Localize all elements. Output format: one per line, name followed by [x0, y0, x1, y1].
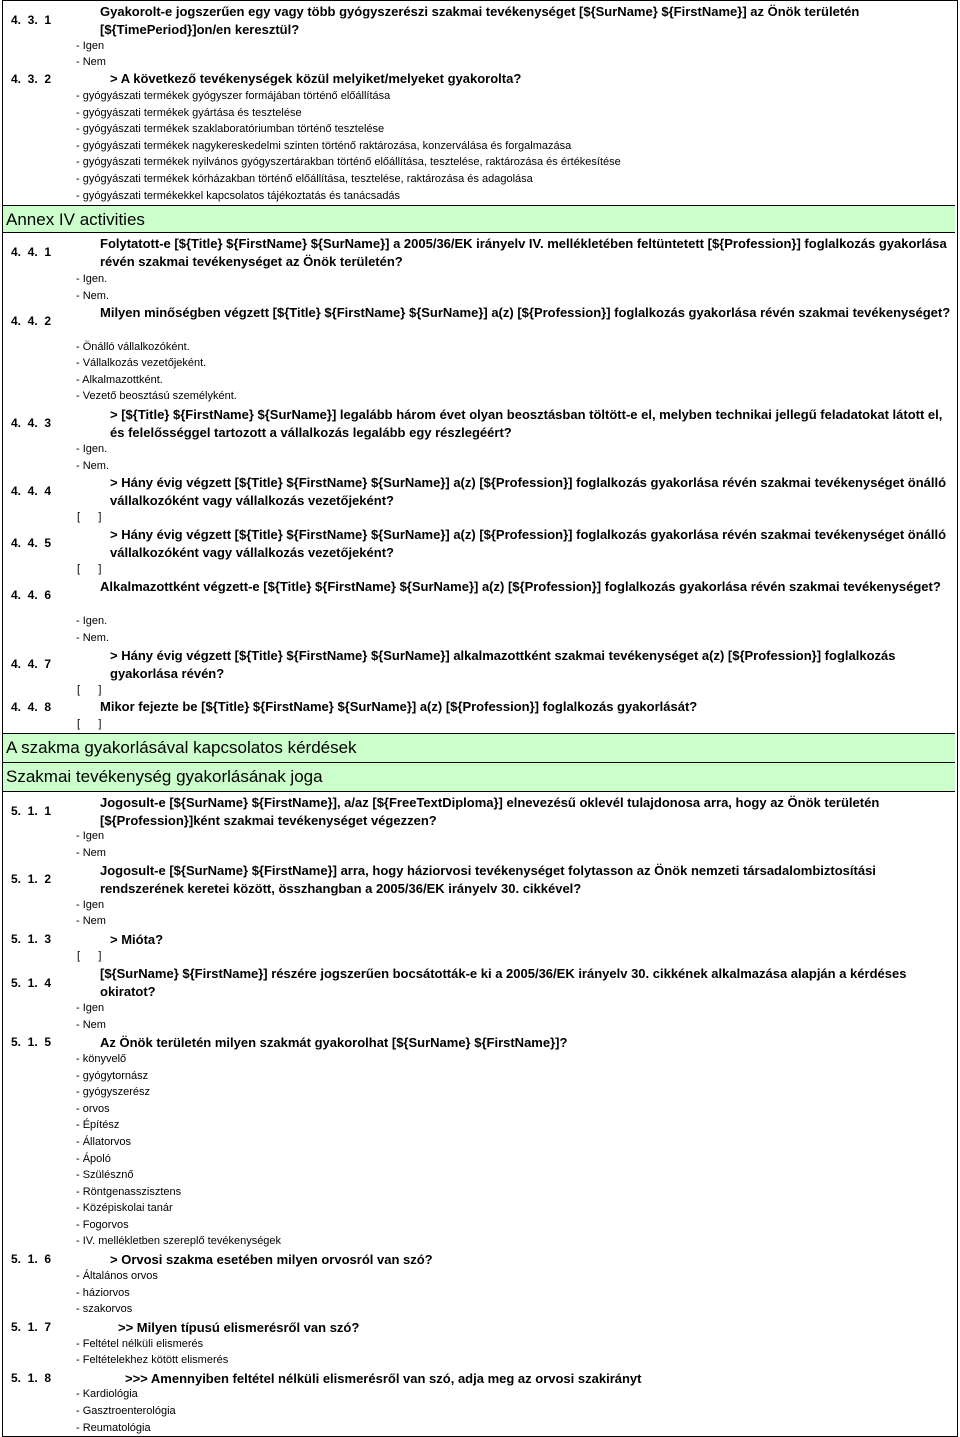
item-number: 4. 3. 2	[11, 72, 52, 86]
item-number: 4. 4. 6	[11, 588, 52, 602]
option-item[interactable]: - Feltételekhez kötött elismerés	[76, 1354, 229, 1366]
question-text: Jogosult-e [${SurName} ${FirstName}] arra, hogy háziorvosi tevékenységet folytasson az Önök nemzeti társadalombiztosítási rendszerének keretei között, összhangban a 2005/36/EK irányelv 30. cikkével?	[100, 863, 876, 896]
item-number: 5. 1. 7	[11, 1320, 52, 1334]
option-item[interactable]: - orvos	[76, 1103, 110, 1115]
answer-field[interactable]: [ ]	[77, 950, 102, 962]
option-item[interactable]: - Középiskolai tanár	[76, 1202, 173, 1214]
option-item[interactable]: - gyógyszerész	[76, 1086, 150, 1098]
option-item[interactable]: - Fogorvos	[76, 1219, 129, 1231]
item-number: 5. 1. 5	[11, 1035, 52, 1049]
option-item[interactable]: - Kardiológia	[76, 1388, 138, 1400]
question-text: Mikor fejezte be [${Title} ${FirstName} ${SurName}] a(z) [${Profession}] foglalkozás gyakorlását?	[100, 699, 698, 714]
option-igen[interactable]: - Igen	[76, 40, 105, 52]
question-text: Folytatott-e [${Title} ${FirstName} ${SurName}] a 2005/36/EK irányelv IV. mellékletében feltüntetett [${Profession}] foglalkozás gyakorlása révén szakmai tevékenységet az Önök területén?	[100, 236, 947, 269]
option-nem[interactable]: - Nem	[76, 915, 106, 927]
item-number: 4. 4. 7	[11, 657, 52, 671]
item-number: 5. 1. 2	[11, 872, 52, 886]
section-heading-szakma: A szakma gyakorlásával kapcsolatos kérdések	[3, 733, 955, 763]
option-item[interactable]: - gyógyászati termékek gyártása és tesztelése	[76, 107, 302, 119]
option-igen[interactable]: - Igen.	[76, 443, 108, 455]
option-item[interactable]: - Röntgenasszisztens	[76, 1186, 182, 1198]
question-text: Jogosult-e [${SurName} ${FirstName}], a/az [${FreeTextDiploma}] elnevezésű oklevél tulajdonosa arra, hogy az Önök területén [${Profession}]ként szakmai tevékenységet végezzen?	[100, 795, 880, 828]
answer-field[interactable]: [ ]	[77, 563, 102, 575]
option-item[interactable]: - gyógyászati termékek kórházakban történő előállítása, tesztelése, raktározása és adagolása	[76, 173, 533, 185]
section-heading-jog: Szakmai tevékenység gyakorlásának joga	[3, 763, 955, 792]
item-number: 5. 1. 3	[11, 932, 52, 946]
answer-field[interactable]: [ ]	[77, 718, 102, 730]
item-number: 4. 4. 2	[11, 314, 52, 328]
section-heading-annex: Annex IV activities	[3, 205, 955, 233]
item-number: 4. 4. 1	[11, 245, 52, 259]
option-item[interactable]: - gyógyászati termékek nagykereskedelmi szinten történő raktározása, konzerválása és forgalmazása	[76, 140, 572, 152]
question-text: Gyakorolt-e jogszerűen egy vagy több gyógyszerészi szakmai tevékenységet [${SurName} ${FirstName}] az Önök területén [${TimePeriod}]on/en keresztül?	[100, 4, 860, 37]
question-text: > [${Title} ${FirstName} ${SurName}] legalább három évet olyan beosztásban töltött-e el, melyben technikai jellegű feladatokat látott el, és felelősséggel tartozott a vállalkozás legalább egy részlegéért?	[110, 407, 943, 440]
option-item[interactable]: - Gasztroenterológia	[76, 1405, 176, 1417]
question-text: > Mióta?	[110, 932, 164, 947]
option-item[interactable]: - gyógyászati termékek szaklaboratóriumban történő tesztelése	[76, 123, 385, 135]
option-igen[interactable]: - Igen.	[76, 615, 108, 627]
item-number: 4. 4. 4	[11, 484, 52, 498]
question-text: > Hány évig végzett [${Title} ${FirstName} ${SurName}] a(z) [${Profession}] foglalkozás gyakorlása révén szakmai tevékenységet önálló vállalkozóként vagy vállalkozás vezetőjeként?	[110, 475, 947, 508]
option-nem[interactable]: - Nem	[76, 847, 106, 859]
item-number: 4. 4. 5	[11, 536, 52, 550]
question-text: >>> Amennyiben feltétel nélküli elismerésről van szó, adja meg az orvosi szakirányt	[125, 1371, 642, 1386]
option-nem[interactable]: - Nem.	[76, 460, 109, 472]
option-item[interactable]: - Ápoló	[76, 1153, 111, 1165]
option-item[interactable]: - háziorvos	[76, 1287, 130, 1299]
question-text: > A következő tevékenységek közül melyiket/melyeket gyakorolta?	[110, 71, 522, 86]
item-number: 4. 3. 1	[11, 13, 52, 27]
option-item[interactable]: - Általános orvos	[76, 1270, 158, 1282]
option-nem[interactable]: - Nem.	[76, 632, 109, 644]
option-igen[interactable]: - Igen	[76, 899, 105, 911]
question-text: Alkalmazottként végzett-e [${Title} ${FirstName} ${SurName}] a(z) [${Profession}] foglalkozás gyakorlása révén szakmai tevékenységet?	[100, 579, 941, 594]
question-text: Az Önök területén milyen szakmát gyakorolhat [${SurName} ${FirstName}]?	[100, 1035, 568, 1050]
option-item[interactable]: - Állatorvos	[76, 1136, 132, 1148]
option-item[interactable]: - könyvelő	[76, 1053, 127, 1065]
option-item[interactable]: - Önálló vállalkozóként.	[76, 341, 190, 353]
question-text: [${SurName} ${FirstName}] részére jogszerűen bocsátották-e ki a 2005/36/EK irányelv 30. cikkének alkalmazása alapján a kérdéses okiratot?	[100, 966, 907, 999]
item-number: 5. 1. 8	[11, 1371, 52, 1385]
option-item[interactable]: - Szülésznő	[76, 1169, 134, 1181]
option-igen[interactable]: - Igen	[76, 830, 105, 842]
question-text: > Hány évig végzett [${Title} ${FirstName} ${SurName}] alkalmazottként szakmai tevékenységet a(z) [${Profession}] foglalkozás gyakorlása révén?	[110, 648, 896, 681]
question-text: >> Milyen típusú elismerésről van szó?	[118, 1320, 360, 1335]
option-igen[interactable]: - Igen.	[76, 273, 108, 285]
option-item[interactable]: - Alkalmazottként.	[76, 374, 163, 386]
option-item[interactable]: - Vállalkozás vezetőjeként.	[76, 357, 207, 369]
answer-field[interactable]: [ ]	[77, 684, 102, 696]
option-item[interactable]: - Reumatológia	[76, 1422, 151, 1434]
option-item[interactable]: - gyógyászati termékek nyilvános gyógyszertárakban történő előállítása, tesztelése, raktározása és értékesítése	[76, 156, 621, 168]
option-item[interactable]: - Feltétel nélküli elismerés	[76, 1338, 204, 1350]
option-item[interactable]: - IV. mellékletben szereplő tevékenységek	[76, 1235, 282, 1247]
option-item[interactable]: - Vezető beosztású személyként.	[76, 390, 237, 402]
item-number: 4. 4. 3	[11, 416, 52, 430]
item-number: 5. 1. 6	[11, 1252, 52, 1266]
option-nem[interactable]: - Nem	[76, 56, 106, 68]
option-item[interactable]: - szakorvos	[76, 1303, 133, 1315]
answer-field[interactable]: [ ]	[77, 511, 102, 523]
option-item[interactable]: - gyógyászati termékek gyógyszer formájában történő előállítása	[76, 90, 391, 102]
item-number: 5. 1. 1	[11, 804, 52, 818]
question-text: > Hány évig végzett [${Title} ${FirstName} ${SurName}] a(z) [${Profession}] foglalkozás gyakorlása révén szakmai tevékenységet önálló vállalkozóként vagy vállalkozás vezetőjeként?	[110, 527, 947, 560]
option-nem[interactable]: - Nem	[76, 1019, 106, 1031]
option-item[interactable]: - Építész	[76, 1119, 120, 1131]
option-igen[interactable]: - Igen	[76, 1002, 105, 1014]
question-text: > Orvosi szakma esetében milyen orvosról van szó?	[110, 1252, 433, 1267]
item-number: 5. 1. 4	[11, 976, 52, 990]
option-nem[interactable]: - Nem.	[76, 290, 109, 302]
item-number: 4. 4. 8	[11, 700, 52, 714]
option-item[interactable]: - gyógytornász	[76, 1070, 149, 1082]
question-text: Milyen minőségben végzett [${Title} ${FirstName} ${SurName}] a(z) [${Profession}] foglalkozás gyakorlása révén szakmai tevékenységet?	[100, 305, 951, 320]
option-item[interactable]: - gyógyászati termékekkel kapcsolatos tájékoztatás és tanácsadás	[76, 190, 401, 202]
